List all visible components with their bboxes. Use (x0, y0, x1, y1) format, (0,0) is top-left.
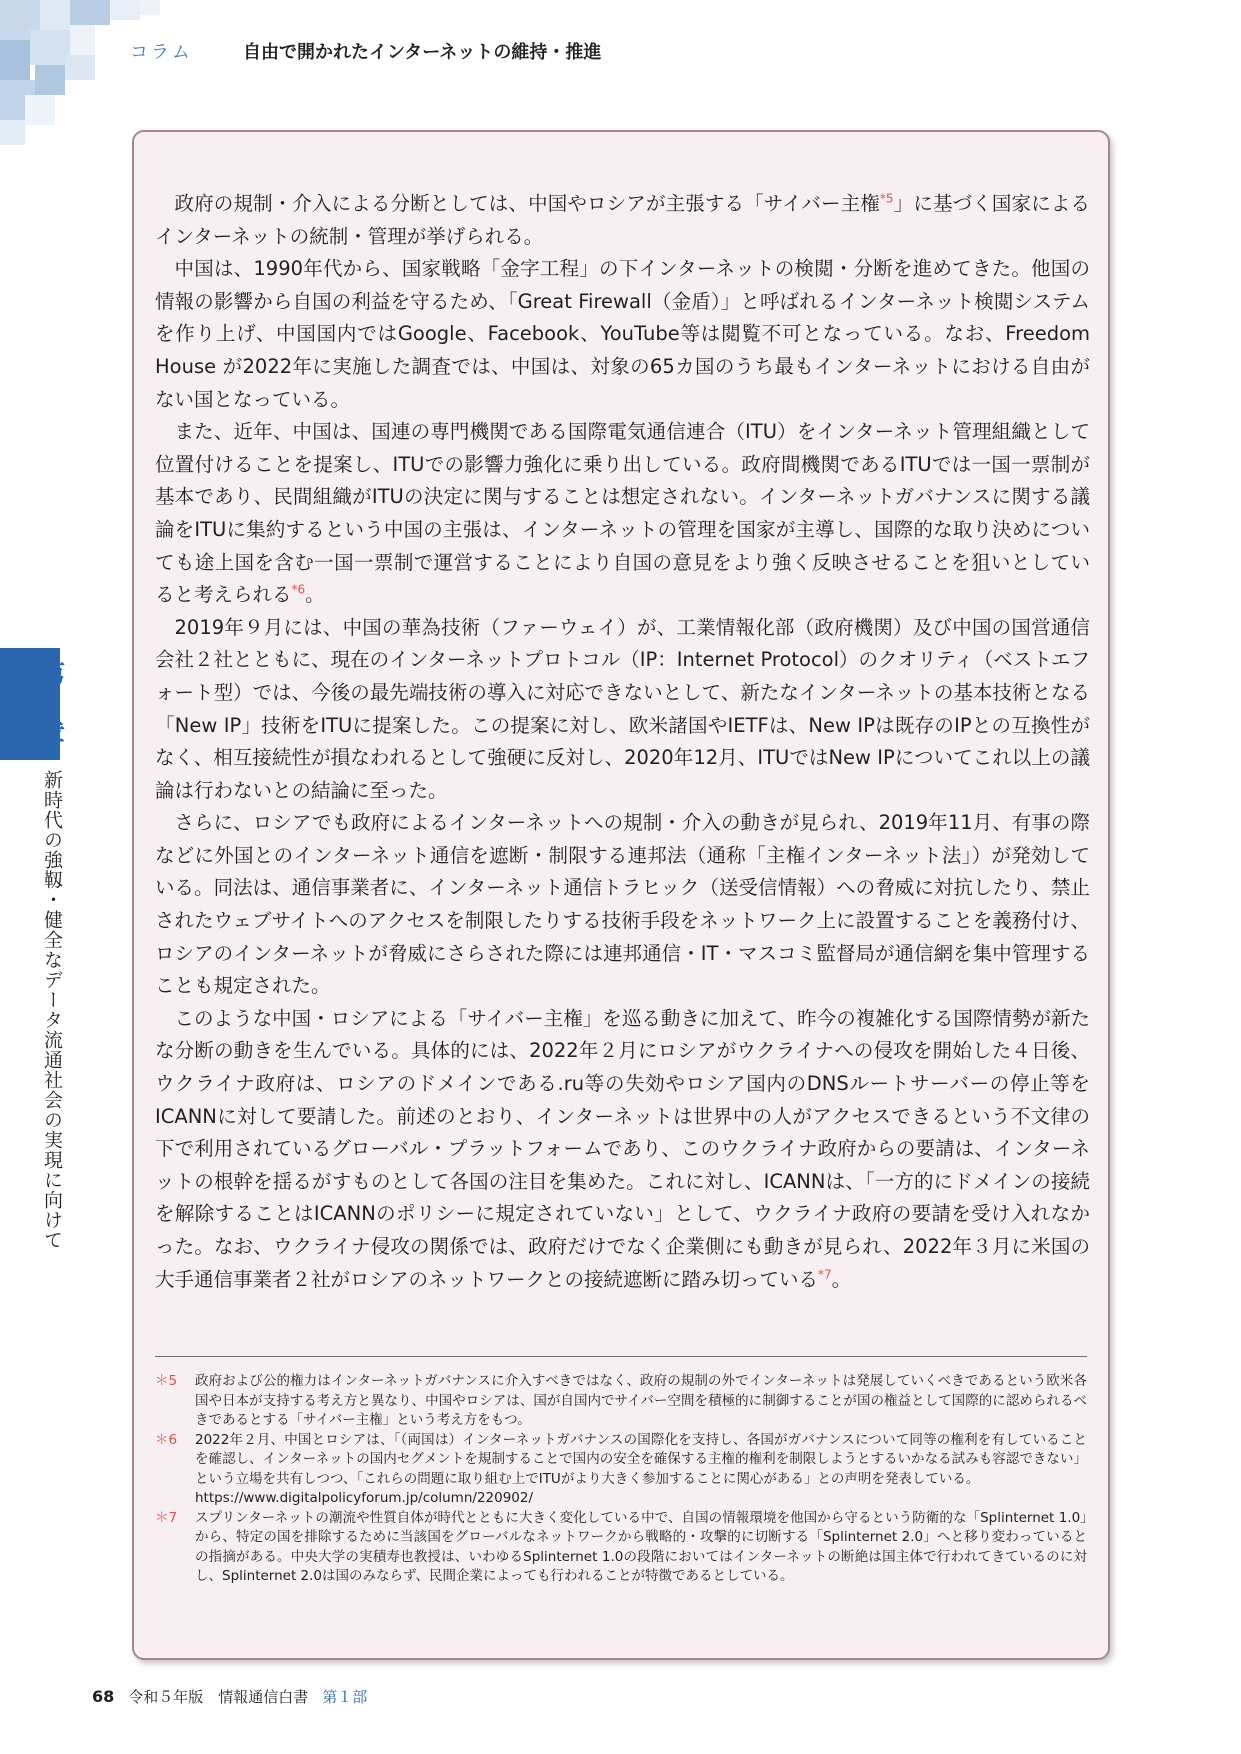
footnote-text: スプリンターネットの潮流や性質自体が時代とともに大きく変化している中で、自国の情報環境を他国から守るという防衛的な「Splinternet 1.0」から、特定の国を排除するために当該国をグローバルなネットワークから戦略的・攻撃的に切断する「Splinternet 2.0」へと移り変わっているとの指摘がある。中央大学の実積寿也教授は、いわゆるSplinternet 1.0の段階においてはインターネットの断絶は国主体で行われてきているのに対し、Splinternet 2.0は国のみならず、民間企業によっても行われることが特徴であるとしている。 (195, 1509, 1087, 1584)
footnote-divider (155, 1356, 1087, 1357)
page-footer (92, 1686, 367, 1707)
footnote-mark: ＊5 (155, 1373, 178, 1389)
footnote-mark: ＊6 (155, 1431, 178, 1448)
column-label: コラム (130, 42, 193, 63)
footnote-text: 2022年２月、中国とロシアは、「（両国は）インターネットガバナンスの国際化を支持し、各国がガバナンスについて同等の権利を有していることを確認し、インターネットの国内セグメントを規制することで国内の安全を確保する主権的権利を制限しようとするいかなる試みも容認できない」という立場を共有しつつ、「これらの問題に取り組む上でITUがより大きく参加することに関心がある」との声明を発表している。 (195, 1431, 1087, 1487)
paragraph-4: 2019年９月には、中国の華為技術（ファーウェイ）が、工業情報化部（政府機関）及び中国の国営通信会社２社とともに、現在のインターネットプロトコル（IP：Internet Protocol）のクオリティ（ベストエフォート型）では、今後の最先端技術の導入に対応できないとして、新たなインターネットの基本技術となる「New IP」技術をITUに提案した。この提案に対し、欧米諸国やIETFは、New IPは既存のIPとの互換性がなく、相互接続性が損なわれるとして強硬に反対し、2020年12月、ITUではNew IPについてこれ以上の議論は行わないとの結論に至った。 (155, 615, 1090, 802)
corner-mosaic-decoration (0, 0, 200, 150)
paragraph-6: このような中国・ロシアによる「サイバー主権」を巡る動きに加えて、昨今の複雑化する国際情勢が新たな分断の動きを生んでいる。具体的には、2022年２月にロシアがウクライナへの侵攻を開始した４日後、ウクライナ政府は、ロシアのドメインである.ru等の失効やロシア国内のDNSルートサーバーの停止等をICANNに対して要請した。前述のとおり、インターネットは世界中の人がアクセスできるという不文律の下で利用されているグローバル・プラットフォームであり、このウクライナ政府からの要請は、インターネットの根幹を揺るがすものとして各国の注目を集めた。これに対し、ICANNは、「一方的にドメインの接続を解除することはICANNのポリシーに規定されていない」として、ウクライナ政府の要請を受け入れなかった。なお、ウクライナ侵攻の関係では、政府だけでなく企業側にも動きが見られ、2022年３月に米国の大手通信事業者２社がロシアのネットワークとの接続遮断に踏み切っている$^{*7}$。 (155, 1006, 1090, 1291)
column-title: 自由で開かれたインターネットの維持・推進 (243, 42, 602, 63)
footnote-7 (155, 1509, 1087, 1587)
paragraph-5: さらに、ロシアでも政府によるインターネットへの規制・介入の動きが見られ、2019年11月、有事の際などに外国とのインターネット通信を遮断・制限する連邦法（通称「主権インターネット法」）が発効している。同法は、通信事業者に、インターネット通信トラヒック（送受信情報）への脅威に対抗したり、禁止されたウェブサイトへのアクセスを制限したりする技術手段をネットワーク上に設置することを義務付け、ロシアのインターネットが脅威にさらされた際には連邦通信・IT・マスコミ監督局が通信網を集中管理することも規定された。 (155, 811, 1090, 998)
footnote-url-link[interactable]: https://www.digitalpolicyforum.jp/column/220902/ (195, 1490, 534, 1506)
footnote-ref-5[interactable]: *5 (879, 191, 894, 206)
page-number: 68 (92, 1687, 115, 1706)
paragraph-3: また、近年、中国は、国連の専門機関である国際電気通信連合（ITU）をインターネット管理組織として位置付けることを提案し、ITUでの影響力強化に乗り出している。政府間機関であるITUでは一国一票制が基本であり、民間組織がITUの決定に関与することは想定されない。インターネットガバナンスに関する議論をITUに集約するという中国の主張は、インターネットの管理を国家が主導し、国際的な取り決めについても途上国を含む一国一票制で運営することにより自国の意見をより強く反映させることを狙いとしていると考えられる$^{*6}$。 (155, 420, 1090, 607)
footnotes (155, 1372, 1087, 1587)
paragraph-2: 中国は、1990年代から、国家戦略「金字工程」の下インターネットの検閲・分断を進めてきた。他国の情報の影響から自国の利益を守るため、「Great Firewall（金盾）」と呼ばれるインターネット検閲システムを作り上げ、中国国内ではGoogle、Facebook、YouTube等は閲覧不可となっている。なお、Freedom House が2022年に実施した調査では、中国は、対象の65カ国のうち最もインターネットにおける自由がない国となっている。 (155, 257, 1090, 411)
footnote-ref-6[interactable]: *6 (291, 582, 306, 597)
paragraph-1: 政府の規制・介入による分断としては、中国やロシアが主張する「サイバー主権$^{*5}$」に基づく国家によるインターネットの統制・管理が挙げられる。 (155, 191, 1090, 248)
chapter-subtitle: 新時代の強靱・健全なデータ流通社会の実現に向けて (41, 770, 63, 1250)
footnote-6 (155, 1431, 1087, 1509)
footnote-text: 政府および公的権力はインターネットガバナンスに介入すべきではなく、政府の規制の外でインターネットは発展していくべきであるという欧米各国や日本が支持する考え方と異なり、中国やロシアは、国が自国内でサイバー空間を積極的に制御することが国の権益として国際的に認められるべきであるとする「サイバー主権」という考え方をもつ。 (195, 1373, 1087, 1428)
column-body (155, 188, 1090, 1296)
footnote-mark: ＊7 (155, 1509, 178, 1526)
part-label: 第１部 (322, 1688, 368, 1706)
footnote-ref-7[interactable]: *7 (818, 1267, 832, 1282)
publication-title: 令和５年版 情報通信白書 (128, 1688, 309, 1706)
footnote-5 (155, 1372, 1087, 1431)
chapter-label: 第3章 (38, 660, 65, 750)
